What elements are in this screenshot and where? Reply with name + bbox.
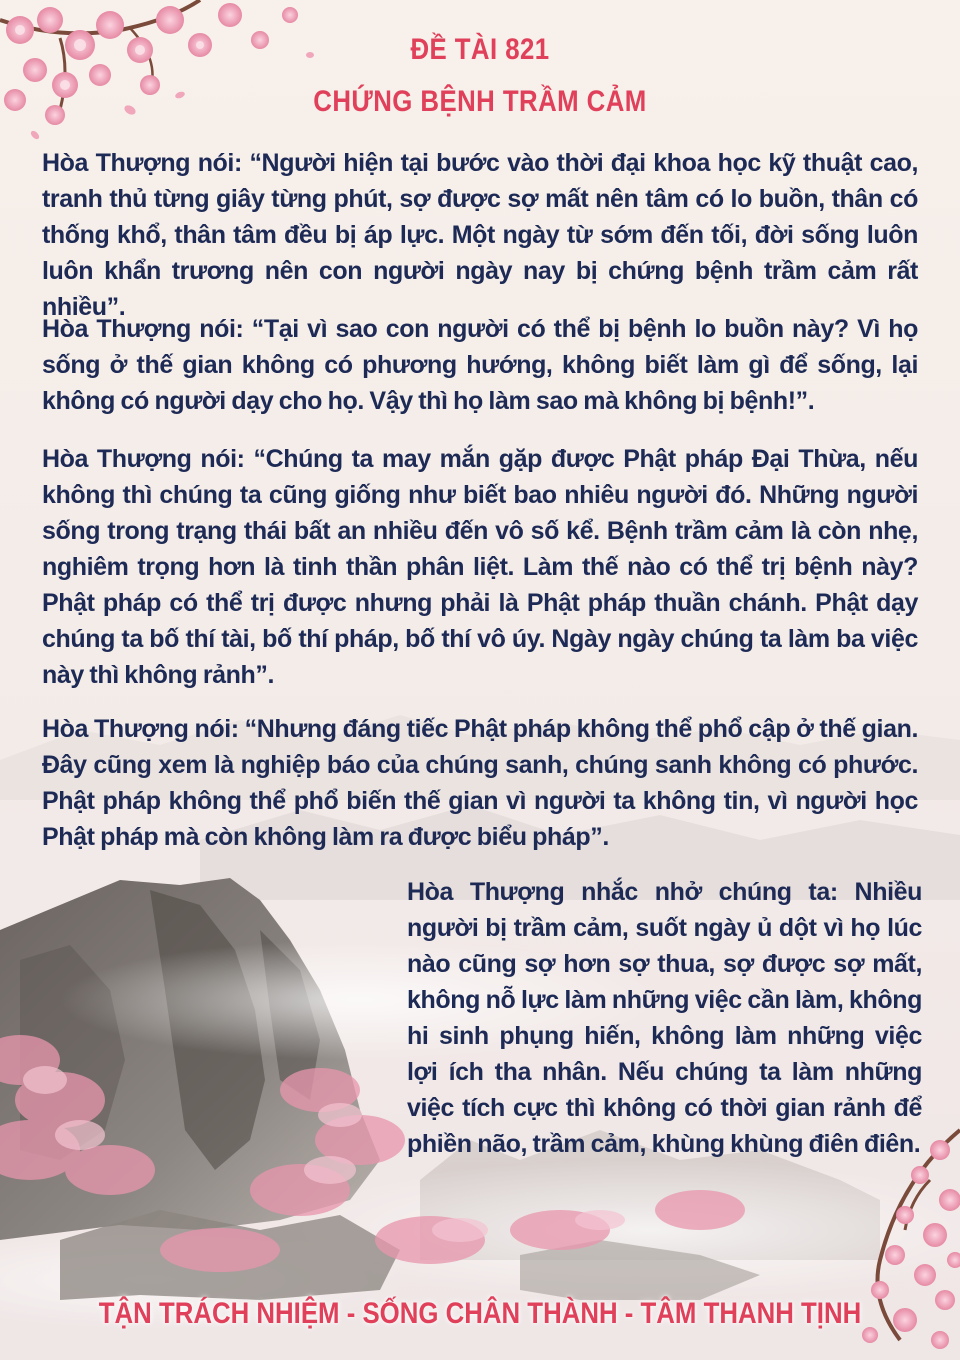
paragraph-1: Hòa Thượng nói: “Người hiện tại bước vào thời đại khoa học kỹ thuật cao, tranh thủ từng giây từng phút, sợ được sợ mất nên tâm có lo buồn, thân có thống khổ, thân tâm đều bị áp lực. Một ngày từ sớm đến tối, đời sống luôn luôn khẩn trương nên con người ngày nay bị chứng bệnh trầm cảm rất nhiều”. [42, 149, 918, 321]
paragraph-2: Hòa Thượng nói: “Tại vì sao con người có thể bị bệnh lo buồn này? Vì họ sống ở thế gian không có phương hướng, không biết làm gì để sống, lại không có người dạy cho họ. Vậy thì họ làm sao mà không bị bệnh!”. [42, 315, 918, 415]
footer-motto: TẬN TRÁCH NHIỆM - SỐNG CHÂN THÀNH - TÂM THANH TỊNH [98, 1297, 862, 1330]
paragraph-5: Hòa Thượng nhắc nhở chúng ta: Nhiều người bị trầm cảm, suốt ngày ủ dột vì họ lúc nào cũng sợ hơn sợ thua, sợ được sợ mất, không nỗ lực làm những việc cần làm, không hi sinh phụng hiến, không làm những việc lợi ích tha nhân. Nếu chúng ta làm những việc tích cực thì không có thời gian rảnh để phiền não, trầm cảm, khùng khùng điên điên. [407, 878, 922, 1158]
topic-number-title: ĐỀ TÀI 821 [410, 33, 550, 66]
paragraph-3: Hòa Thượng nói: “Chúng ta may mắn gặp được Phật pháp Đại Thừa, nếu không thì chúng ta cũng giống như biết bao nhiêu người đó. Những người sống trong trạng thái bất an nhiều đến vô số kể. Bệnh trầm cảm là còn nhẹ, nghiêm trọng hơn là tinh thần phân liệt. Làm thế nào có thể trị bệnh này? Phật pháp có thể trị được nhưng phải là Phật pháp thuần chánh. Phật dạy chúng ta bố thí tài, bố thí pháp, bố thí vô úy. Ngày ngày chúng ta làm ba việc này thì không rảnh”. [42, 445, 918, 689]
paragraph-4: Hòa Thượng nói: “Nhưng đáng tiếc Phật pháp không thể phổ cập ở thế gian. Đây cũng xem là nghiệp báo của chúng sanh, chúng sanh không có phước. Phật pháp không thể phổ biến thế gian vì người ta không tin, vì người học Phật pháp mà còn không làm ra được biểu pháp”. [42, 715, 918, 851]
topic-title: CHỨNG BỆNH TRẦM CẢM [313, 85, 647, 118]
